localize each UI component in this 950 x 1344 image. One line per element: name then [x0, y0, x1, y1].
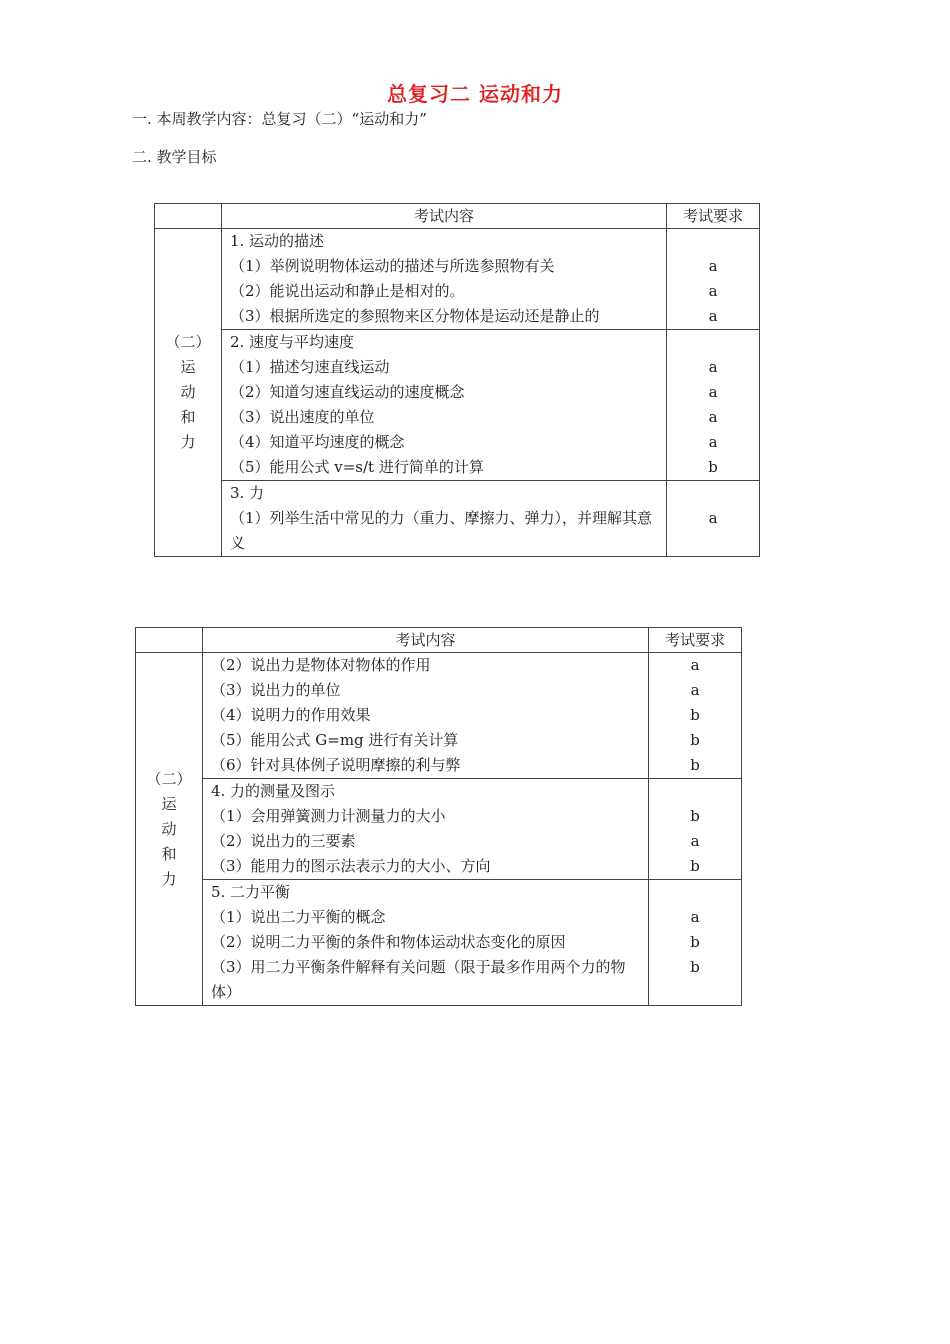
section-label-line: （二） [146, 769, 192, 788]
table-row [136, 880, 742, 1006]
content-line: （3）说出速度的单位 [229, 408, 375, 426]
requirement-cell [649, 779, 742, 880]
requirement-grade: a [708, 307, 718, 325]
requirement-grade [667, 481, 759, 506]
table-row [155, 330, 760, 481]
content-cell [221, 229, 666, 330]
content-line: （1）会用弹簧测力计测量力的大小 [210, 807, 446, 825]
section-label-line: 动 [180, 383, 196, 401]
section-label-line: 力 [180, 433, 196, 451]
content-line: 1. 运动的描述 [229, 232, 325, 250]
requirement-cell [667, 229, 760, 330]
requirement-grade: b [708, 458, 718, 476]
requirement-cell [649, 880, 742, 1006]
content-line: 5. 二力平衡 [210, 883, 291, 901]
table-row [155, 481, 760, 557]
requirement-grade: a [708, 282, 718, 300]
section-label-line: 和 [180, 408, 196, 426]
header-blank [136, 628, 203, 653]
section-label [136, 653, 203, 1006]
section-label-line: 动 [161, 819, 177, 838]
content-line: 2. 速度与平均速度 [229, 333, 355, 351]
requirement-grade [649, 880, 741, 905]
header-requirement: 考试要求 [667, 204, 760, 229]
content-line: （4）知道平均速度的概念 [229, 433, 405, 451]
content-line: 3. 力 [229, 484, 265, 502]
requirement-grade: b [690, 958, 700, 976]
table-row [155, 229, 760, 330]
content-line: （1）说出二力平衡的概念 [210, 908, 386, 926]
content-line: （2）知道匀速直线运动的速度概念 [229, 383, 465, 401]
content-line: （6）针对具体例子说明摩擦的利与弊 [210, 756, 461, 774]
intro-line-2: 二. 教学目标 [132, 148, 217, 166]
content-line: （3）说出力的单位 [210, 681, 341, 699]
content-line: （3）根据所选定的参照物来区分物体是运动还是静止的 [229, 307, 600, 325]
requirement-grade: a [708, 433, 718, 451]
section-label-line: 运 [180, 358, 196, 376]
requirement-grade [667, 229, 759, 254]
content-line: （3）能用力的图示法表示力的大小、方向 [210, 857, 491, 875]
exam-table-1 [154, 203, 760, 557]
requirement-grade [649, 779, 741, 804]
content-line: （1）举例说明物体运动的描述与所选参照物有关 [229, 257, 555, 275]
content-line: （5）能用公式 v=s/t 进行简单的计算 [229, 458, 484, 476]
requirement-cell [667, 330, 760, 481]
requirement-grade: b [690, 706, 700, 724]
requirement-grade: a [708, 358, 718, 376]
exam-table-2 [135, 627, 742, 1006]
header-requirement: 考试要求 [649, 628, 742, 653]
content-line: （1）描述匀速直线运动 [229, 358, 390, 376]
requirement-grade: a [690, 908, 700, 926]
requirement-grade: a [690, 656, 700, 674]
header-content: 考试内容 [221, 204, 666, 229]
requirement-grade: a [690, 681, 700, 699]
header-content: 考试内容 [202, 628, 648, 653]
requirement-grade: a [708, 408, 718, 426]
table-row [136, 779, 742, 880]
content-line: （4）说明力的作用效果 [210, 706, 371, 724]
requirement-grade: b [690, 933, 700, 951]
requirement-grade: a [708, 509, 718, 527]
content-line: （1）列举生活中常见的力（重力、摩擦力、弹力），并理解其意义 [229, 509, 652, 552]
content-line: （2）说明二力平衡的条件和物体运动状态变化的原因 [210, 933, 566, 951]
intro-line-1: 一. 本周教学内容：总复习（二）“运动和力” [132, 110, 427, 128]
table-row [136, 653, 742, 779]
requirement-grade: b [690, 807, 700, 825]
section-label-line: 和 [161, 844, 177, 863]
page-title: 总复习二 运动和力 [387, 82, 563, 106]
content-line: （2）说出力是物体对物体的作用 [210, 656, 431, 674]
content-line: （5）能用公式 G=mg 进行有关计算 [210, 731, 459, 749]
requirement-grade: a [690, 832, 700, 850]
content-line: （2）能说出运动和静止是相对的。 [229, 282, 465, 300]
content-cell [221, 330, 666, 481]
requirement-grade: b [690, 731, 700, 749]
requirement-grade: b [690, 756, 700, 774]
section-label-line: （二） [165, 333, 211, 351]
content-cell [202, 880, 648, 1006]
header-blank [155, 204, 222, 229]
content-line: （3）用二力平衡条件解释有关问题（限于最多作用两个力的物体） [210, 958, 626, 1001]
section-label-line: 力 [161, 869, 177, 888]
content-cell [202, 653, 648, 779]
section-label [155, 229, 222, 557]
requirement-grade [667, 330, 759, 355]
section-label-line: 运 [161, 794, 177, 813]
content-cell [221, 481, 666, 557]
requirement-cell [667, 481, 760, 557]
requirement-grade: b [690, 857, 700, 875]
requirement-cell [649, 653, 742, 779]
content-cell [202, 779, 648, 880]
requirement-grade: a [708, 257, 718, 275]
requirement-grade: a [708, 383, 718, 401]
content-line: （2）说出力的三要素 [210, 832, 356, 850]
content-line: 4. 力的测量及图示 [210, 782, 336, 800]
